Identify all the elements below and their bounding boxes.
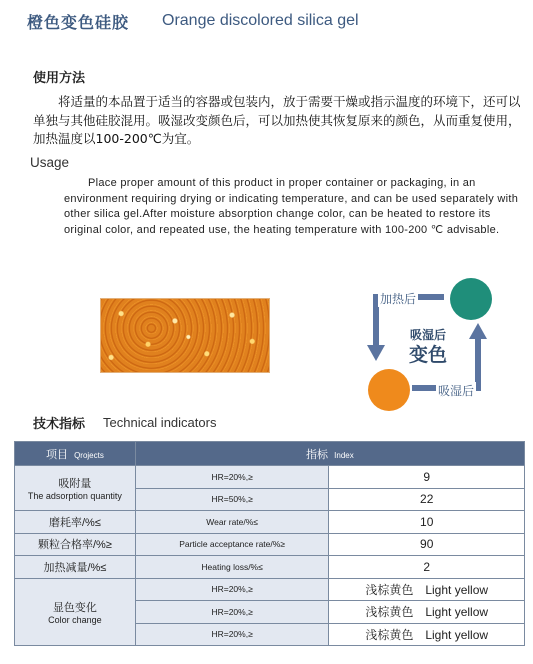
row-condition: Heating loss/%≤ bbox=[135, 556, 329, 579]
header-index: 指标 Index bbox=[135, 442, 524, 466]
table-header-row bbox=[15, 442, 525, 466]
row-label: 颗粒合格率/%≥ bbox=[15, 533, 136, 556]
usage-heading-cn: 使用方法 bbox=[33, 71, 86, 86]
row-value: 9 bbox=[329, 466, 525, 489]
row-value: 2 bbox=[329, 556, 525, 579]
row-label: 加热减量/%≤ bbox=[15, 556, 136, 579]
after-moisture-label: 吸湿后 bbox=[438, 384, 475, 398]
row-label: 吸附量 The adsorption quantity bbox=[15, 466, 136, 511]
silica-gel-image bbox=[100, 298, 270, 373]
page-title-en: Orange discolored silica gel bbox=[162, 12, 359, 29]
page-title-cn: 橙色变色硅胶 bbox=[27, 13, 130, 32]
row-condition: Wear rate/%≤ bbox=[135, 511, 329, 534]
usage-heading-en: Usage bbox=[30, 155, 70, 170]
row-condition: HR=20%,≥ bbox=[135, 601, 329, 624]
row-condition: HR=20%,≥ bbox=[135, 578, 329, 601]
header-project: 项目 Qrojects bbox=[15, 442, 136, 466]
technical-heading-cn: 技术指标 bbox=[33, 417, 86, 432]
orange-color-dot bbox=[368, 369, 410, 411]
row-value: 22 bbox=[329, 488, 525, 511]
after-moisture-center: 吸湿后 bbox=[410, 328, 447, 342]
table-row bbox=[15, 578, 525, 601]
row-value: 90 bbox=[329, 533, 525, 556]
row-value: 浅棕黄色 Light yellow bbox=[329, 601, 525, 624]
row-condition: HR=50%,≥ bbox=[135, 488, 329, 511]
color-change-label: 变色 bbox=[409, 344, 448, 366]
row-condition: HR=20%,≥ bbox=[135, 623, 329, 646]
after-heating-label: 加热后 bbox=[380, 292, 417, 306]
usage-text-cn: 将适量的本品置于适当的容器或包装内，放于需要干燥或指示温度的环境下，还可以单独与其他硅胶混用。吸湿改变颜色后，可以加热使其恢复原来的颜色，从而重复使用，加热温度以100-200℃为宜。 bbox=[33, 94, 521, 146]
row-value: 10 bbox=[329, 511, 525, 534]
spec-table bbox=[14, 441, 525, 646]
arrow-heating-head bbox=[367, 345, 385, 361]
table-row bbox=[15, 533, 525, 556]
row-label: 显色变化 Color change bbox=[15, 578, 136, 646]
row-label: 磨耗率/%≤ bbox=[15, 511, 136, 534]
row-value: 浅棕黄色 Light yellow bbox=[329, 623, 525, 646]
table-row bbox=[15, 556, 525, 579]
row-condition: HR=20%,≥ bbox=[135, 466, 329, 489]
table-row bbox=[15, 466, 525, 489]
technical-heading-en: Technical indicators bbox=[103, 415, 217, 430]
teal-color-dot bbox=[450, 278, 492, 320]
usage-text-en: Place proper amount of this product in proper container or packaging, in an environment requiring drying or indicating temperature, and can be used separately with other silica gel.After moisture absorption change color, can be heated to restore its original color, and repeated use, the heating temperature with 100-200 ℃ advisable. bbox=[64, 177, 519, 236]
row-value: 浅棕黄色 Light yellow bbox=[329, 578, 525, 601]
arrow-moisture-head bbox=[469, 323, 487, 339]
table-row bbox=[15, 511, 525, 534]
row-condition: Particle acceptance rate/%≥ bbox=[135, 533, 329, 556]
